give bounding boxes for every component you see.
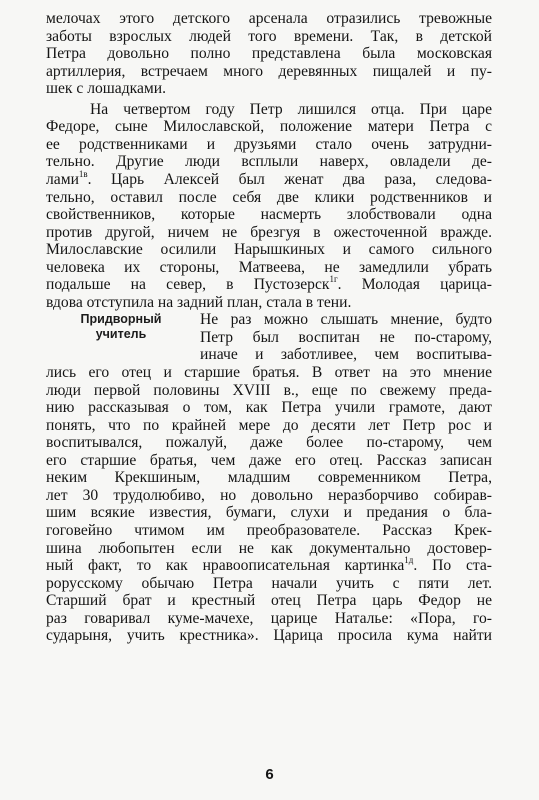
text-line: гоговейно чтимом им преобразователе. Рассказ Крек- bbox=[46, 521, 492, 539]
text-fragment: . Молодая царица- bbox=[337, 276, 492, 294]
text-fragment: ный факт, то как нравоописательная картинка bbox=[46, 557, 405, 575]
text-line: тельно. Другие люди всплыли наверх, овладели де- bbox=[46, 153, 492, 171]
text-line: шек с лошадками. bbox=[46, 80, 167, 98]
footnote-ref: 1г bbox=[329, 274, 338, 285]
text-fragment: лами bbox=[46, 170, 79, 188]
page-number: 6 bbox=[265, 766, 274, 783]
text-line: нию рассказывая о том, как Петра учили грамоте, дают bbox=[46, 399, 492, 417]
text-line: рорусскому обычаю Петра начали учить с пяти лет. bbox=[46, 574, 492, 592]
text-line: лет 30 трудолюбиво, но довольно неразборчиво собирав- bbox=[46, 486, 492, 504]
text-line: люди первой половины XVIII в., еще по свежему преда- bbox=[46, 381, 492, 399]
text-line: шим всякие известия, бумаги, слухи и предания о бла- bbox=[46, 504, 492, 522]
text-line: вдова отступила на задний план, стала в тени. bbox=[46, 293, 352, 311]
side-heading bbox=[62, 312, 180, 342]
text-line: Старший брат и крестный отец Петра царь Федор не bbox=[46, 592, 492, 610]
text-line: человека их стороны, Матвеева, не замедлили убрать bbox=[46, 258, 492, 276]
text-line bbox=[46, 276, 492, 294]
text-line: воспитывался, пожалуй, даже более по-старому, чем bbox=[46, 434, 492, 452]
text-line: ее родственниками и друзьями стало очень затрудни- bbox=[46, 135, 492, 153]
text-fragment: . Царь Алексей был женат два раза, следова- bbox=[87, 170, 492, 188]
text-line: Петр был воспитан не по-старому, bbox=[200, 328, 492, 346]
text-line: сударыня, учить крестника». Царица просила кума найти bbox=[46, 627, 492, 645]
text-fragment: подальше на север, в Пустозерск bbox=[46, 276, 330, 294]
text-line: тельно, оставил после себя две клики родственников и bbox=[46, 188, 492, 206]
text-line: иначе и заботливее, чем воспитыва- bbox=[200, 346, 492, 364]
text-line: против другой, ничем не брезгуя в ожесточенной вражде. bbox=[46, 223, 492, 241]
text-line: Милославские осилили Нарышкиных и самого сильного bbox=[46, 241, 492, 259]
text-line: лись его отец и старшие братья. В ответ на это мнение bbox=[46, 364, 492, 381]
text-line: Федоре, сыне Милославской, положение матери Петра с bbox=[46, 118, 492, 136]
text-line: его старшие братья, чем даже его отец. Рассказ записан bbox=[46, 451, 492, 469]
text-line: Петра довольно полно представлена была московская bbox=[46, 45, 492, 63]
text-line: шина любопытен если не как документально достовер- bbox=[46, 539, 492, 557]
text-line bbox=[46, 557, 492, 575]
text-fragment: . По ста- bbox=[413, 557, 492, 575]
text-line: неким Крекшиным, младшим современником Петра, bbox=[46, 469, 492, 487]
text-line: свойственников, которые насмерть злобствовали одна bbox=[46, 206, 492, 224]
footnote-ref: 1в bbox=[78, 168, 88, 179]
text-line: мелочах этого детского арсенала отразились тревожные bbox=[46, 10, 492, 27]
text-line: раз говаривал куме-мачехе, царице Наталье: «Пора, го- bbox=[46, 609, 492, 627]
footnote-ref: 1д bbox=[404, 555, 414, 566]
text-line: понять, что по крайней мере до десяти лет Петр рос и bbox=[46, 416, 492, 434]
side-heading-line: учитель bbox=[95, 327, 147, 342]
text-line: На четвертом году Петр лишился отца. При царе bbox=[90, 100, 492, 118]
text-line bbox=[46, 168, 492, 189]
side-heading-line: Придворный bbox=[80, 312, 162, 327]
text-line: артиллерия, встречаем много деревянных пищалей и пу- bbox=[46, 62, 492, 80]
text-line: Не раз можно слышать мнение, будто bbox=[200, 311, 492, 329]
text-line: заботы взрослых людей того времени. Так, в детской bbox=[46, 27, 492, 45]
